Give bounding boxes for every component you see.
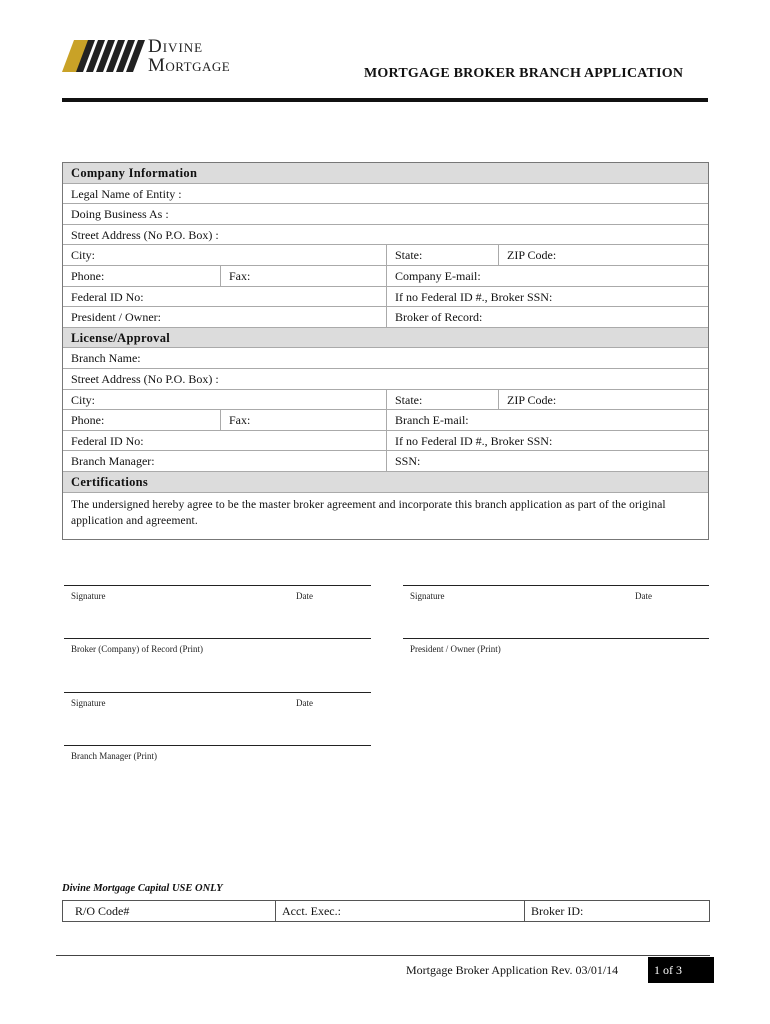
manager-print-label: Branch Manager (Print)	[71, 751, 157, 761]
section-license-approval: License/Approval	[63, 328, 708, 349]
branch-email-field[interactable]: Branch E-mail:	[386, 410, 708, 430]
page-number-badge	[648, 957, 714, 983]
branch-manager-row	[63, 451, 708, 472]
document-title: MORTGAGE BROKER BRANCH APPLICATION	[364, 66, 684, 81]
branch-name-field[interactable]: Branch Name:	[63, 348, 708, 369]
branch-street-field[interactable]: Street Address (No P.O. Box) :	[63, 369, 708, 390]
company-federal-id-row	[63, 287, 708, 308]
company-phone-row	[63, 266, 708, 287]
branch-federal-id-row	[63, 431, 708, 452]
company-broker-ssn-field[interactable]: If no Federal ID #., Broker SSN:	[386, 287, 708, 307]
page-number: 1 of 3	[654, 963, 682, 977]
branch-broker-ssn-field[interactable]: If no Federal ID #., Broker SSN:	[386, 431, 708, 451]
company-phone-field[interactable]: Phone:	[71, 268, 105, 283]
company-city-row	[63, 245, 708, 266]
branch-phone-row	[63, 410, 708, 431]
broker-print-line[interactable]	[64, 638, 371, 639]
section-certifications: Certifications	[63, 472, 708, 493]
broker-of-record-field[interactable]: Broker of Record:	[386, 307, 708, 327]
signature-label-1: Signature	[71, 591, 106, 601]
office-use-title: Divine Mortgage Capital USE ONLY	[62, 883, 223, 894]
company-email-field[interactable]: Company E-mail:	[386, 266, 708, 286]
date-label-2: Date	[635, 591, 652, 601]
company-federal-id-field[interactable]: Federal ID No:	[71, 289, 144, 304]
branch-zip-field[interactable]: ZIP Code:	[498, 390, 708, 410]
footer-rule	[56, 955, 710, 956]
branch-city-field[interactable]: City:	[71, 392, 96, 407]
date-label-1: Date	[296, 591, 313, 601]
president-print-label: President / Owner (Print)	[410, 644, 501, 654]
company-president-row	[63, 307, 708, 328]
section-company-information: Company Information	[63, 163, 708, 184]
branch-state-field[interactable]: State:	[386, 390, 498, 410]
company-street-field[interactable]: Street Address (No P.O. Box) :	[63, 225, 708, 246]
signature-line-3[interactable]	[64, 692, 371, 693]
office-use-table	[62, 900, 710, 922]
broker-print-label: Broker (Company) of Record (Print)	[71, 644, 203, 654]
manager-print-line[interactable]	[64, 745, 371, 746]
signature-label-3: Signature	[71, 698, 106, 708]
signature-line-1[interactable]	[64, 585, 371, 586]
application-form	[62, 162, 709, 540]
certification-statement: The undersigned hereby agree to be the master broker agreement and incorporate this branch application as part of the original application and agreement.	[71, 498, 666, 527]
logo-word-divine: Divine	[148, 36, 204, 57]
branch-manager-field[interactable]: Branch Manager:	[71, 454, 155, 469]
branch-manager-ssn-field[interactable]: SSN:	[386, 451, 708, 471]
president-owner-field[interactable]: President / Owner:	[71, 310, 161, 325]
legal-name-field[interactable]: Legal Name of Entity :	[63, 184, 708, 205]
header-rule	[62, 98, 708, 102]
branch-phone-field[interactable]: Phone:	[71, 413, 105, 428]
branch-federal-id-field[interactable]: Federal ID No:	[71, 433, 144, 448]
acct-exec-field[interactable]: Acct. Exec.:	[275, 901, 524, 921]
dba-field[interactable]: Doing Business As :	[63, 204, 708, 225]
broker-id-field[interactable]: Broker ID:	[524, 901, 709, 921]
logo-word-mortgage: Mortgage	[148, 55, 231, 76]
company-state-field[interactable]: State:	[386, 245, 498, 265]
branch-city-row	[63, 390, 708, 411]
footer-revision: Mortgage Broker Application Rev. 03/01/14	[406, 963, 619, 977]
signature-label-2: Signature	[410, 591, 445, 601]
company-zip-field[interactable]: ZIP Code:	[498, 245, 708, 265]
branch-fax-field[interactable]: Fax:	[220, 410, 386, 430]
ro-code-field[interactable]: R/O Code#	[75, 904, 130, 918]
date-label-3: Date	[296, 698, 313, 708]
company-fax-field[interactable]: Fax:	[220, 266, 386, 286]
signature-line-2[interactable]	[403, 585, 709, 586]
president-print-line[interactable]	[403, 638, 709, 639]
company-city-field[interactable]: City:	[71, 248, 96, 263]
